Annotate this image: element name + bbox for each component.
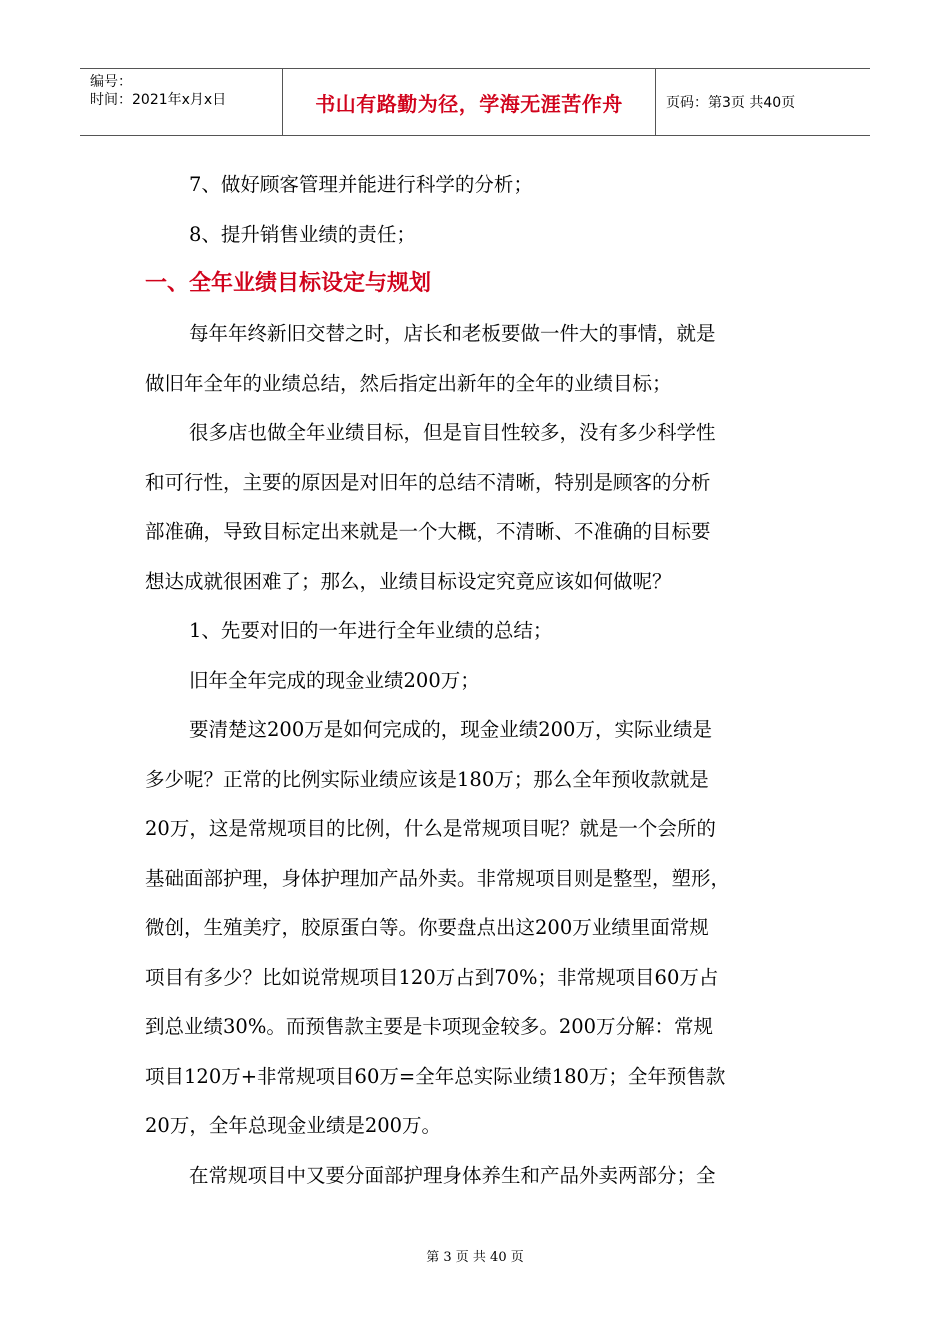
paragraph-line: 多少呢？正常的比例实际业绩应该是180万；那么全年预收款就是 xyxy=(145,767,709,791)
paragraph-line: 1、先要对旧的一年进行全年业绩的总结； xyxy=(189,619,553,642)
document-number-label: 编号： xyxy=(90,74,132,90)
paragraph-line: 基础面部护理，身体护理加产品外卖。非常规项目则是整型，塑形， xyxy=(145,866,731,890)
paragraph-line: 20万，这是常规项目的比例，什么是常规项目呢？就是一个会所的 xyxy=(145,817,716,840)
paragraph-line: 旧年全年完成的现金业绩200万； xyxy=(189,668,480,692)
paragraph-line: 想达成就很困难了；那么，业绩目标设定究竟应该如何做呢？ xyxy=(145,569,672,593)
paragraph-line: 做旧年全年的业绩总结，然后指定出新年的全年的业绩目标； xyxy=(145,371,672,395)
paragraph-line: 在常规项目中又要分面部护理身体养生和产品外卖两部分；全 xyxy=(189,1163,716,1187)
header-meta-cell xyxy=(80,69,283,135)
paragraph-line: 很多店也做全年业绩目标，但是盲目性较多，没有多少科学性 xyxy=(189,421,716,444)
paragraph-line: 20万，全年总现金业绩是200万。 xyxy=(145,1114,442,1137)
document-body xyxy=(145,160,805,1200)
section-heading: 一、全年业绩目标设定与规划 xyxy=(145,271,432,296)
paragraph-line: 7、做好顾客管理并能进行科学的分析； xyxy=(189,173,533,196)
paragraph-line: 微创，生殖美疗，胶原蛋白等。你要盘点出这200万业绩里面常规 xyxy=(145,916,709,939)
paragraph-line: 部准确，导致目标定出来就是一个大概，不清晰、不准确的目标要 xyxy=(145,520,711,543)
header-motto-cell xyxy=(283,69,656,135)
paragraph-line: 要清楚这200万是如何完成的，现金业绩200万，实际业绩是 xyxy=(189,718,712,741)
paragraph-line: 项目120万+非常规项目60万=全年总实际业绩180万；全年预售款 xyxy=(145,1064,726,1088)
paragraph-line: 项目有多少？比如说常规项目120万占到70%；非常规项目60万占 xyxy=(145,965,719,989)
paragraph-line: 到总业绩30%。而预售款主要是卡项现金较多。200万分解：常规 xyxy=(145,1015,714,1038)
paragraph-line: 8、提升销售业绩的责任； xyxy=(189,222,416,246)
header-motto: 书山有路勤为径，学海无涯苦作舟 xyxy=(315,91,623,116)
document-time-label: 时间：2021年x月x日 xyxy=(90,92,227,108)
paragraph-line: 和可行性，主要的原因是对旧年的总结不清晰，特别是顾客的分析 xyxy=(145,470,711,494)
header-page-info: 页码：第3页 共40页 xyxy=(666,95,796,111)
page-footer: 第 3 页 共 40 页 xyxy=(426,1250,524,1265)
document-header xyxy=(80,68,870,136)
paragraph-line: 每年年终新旧交替之时，店长和老板要做一件大的事情，就是 xyxy=(189,322,716,345)
header-page-info-cell xyxy=(656,69,870,135)
